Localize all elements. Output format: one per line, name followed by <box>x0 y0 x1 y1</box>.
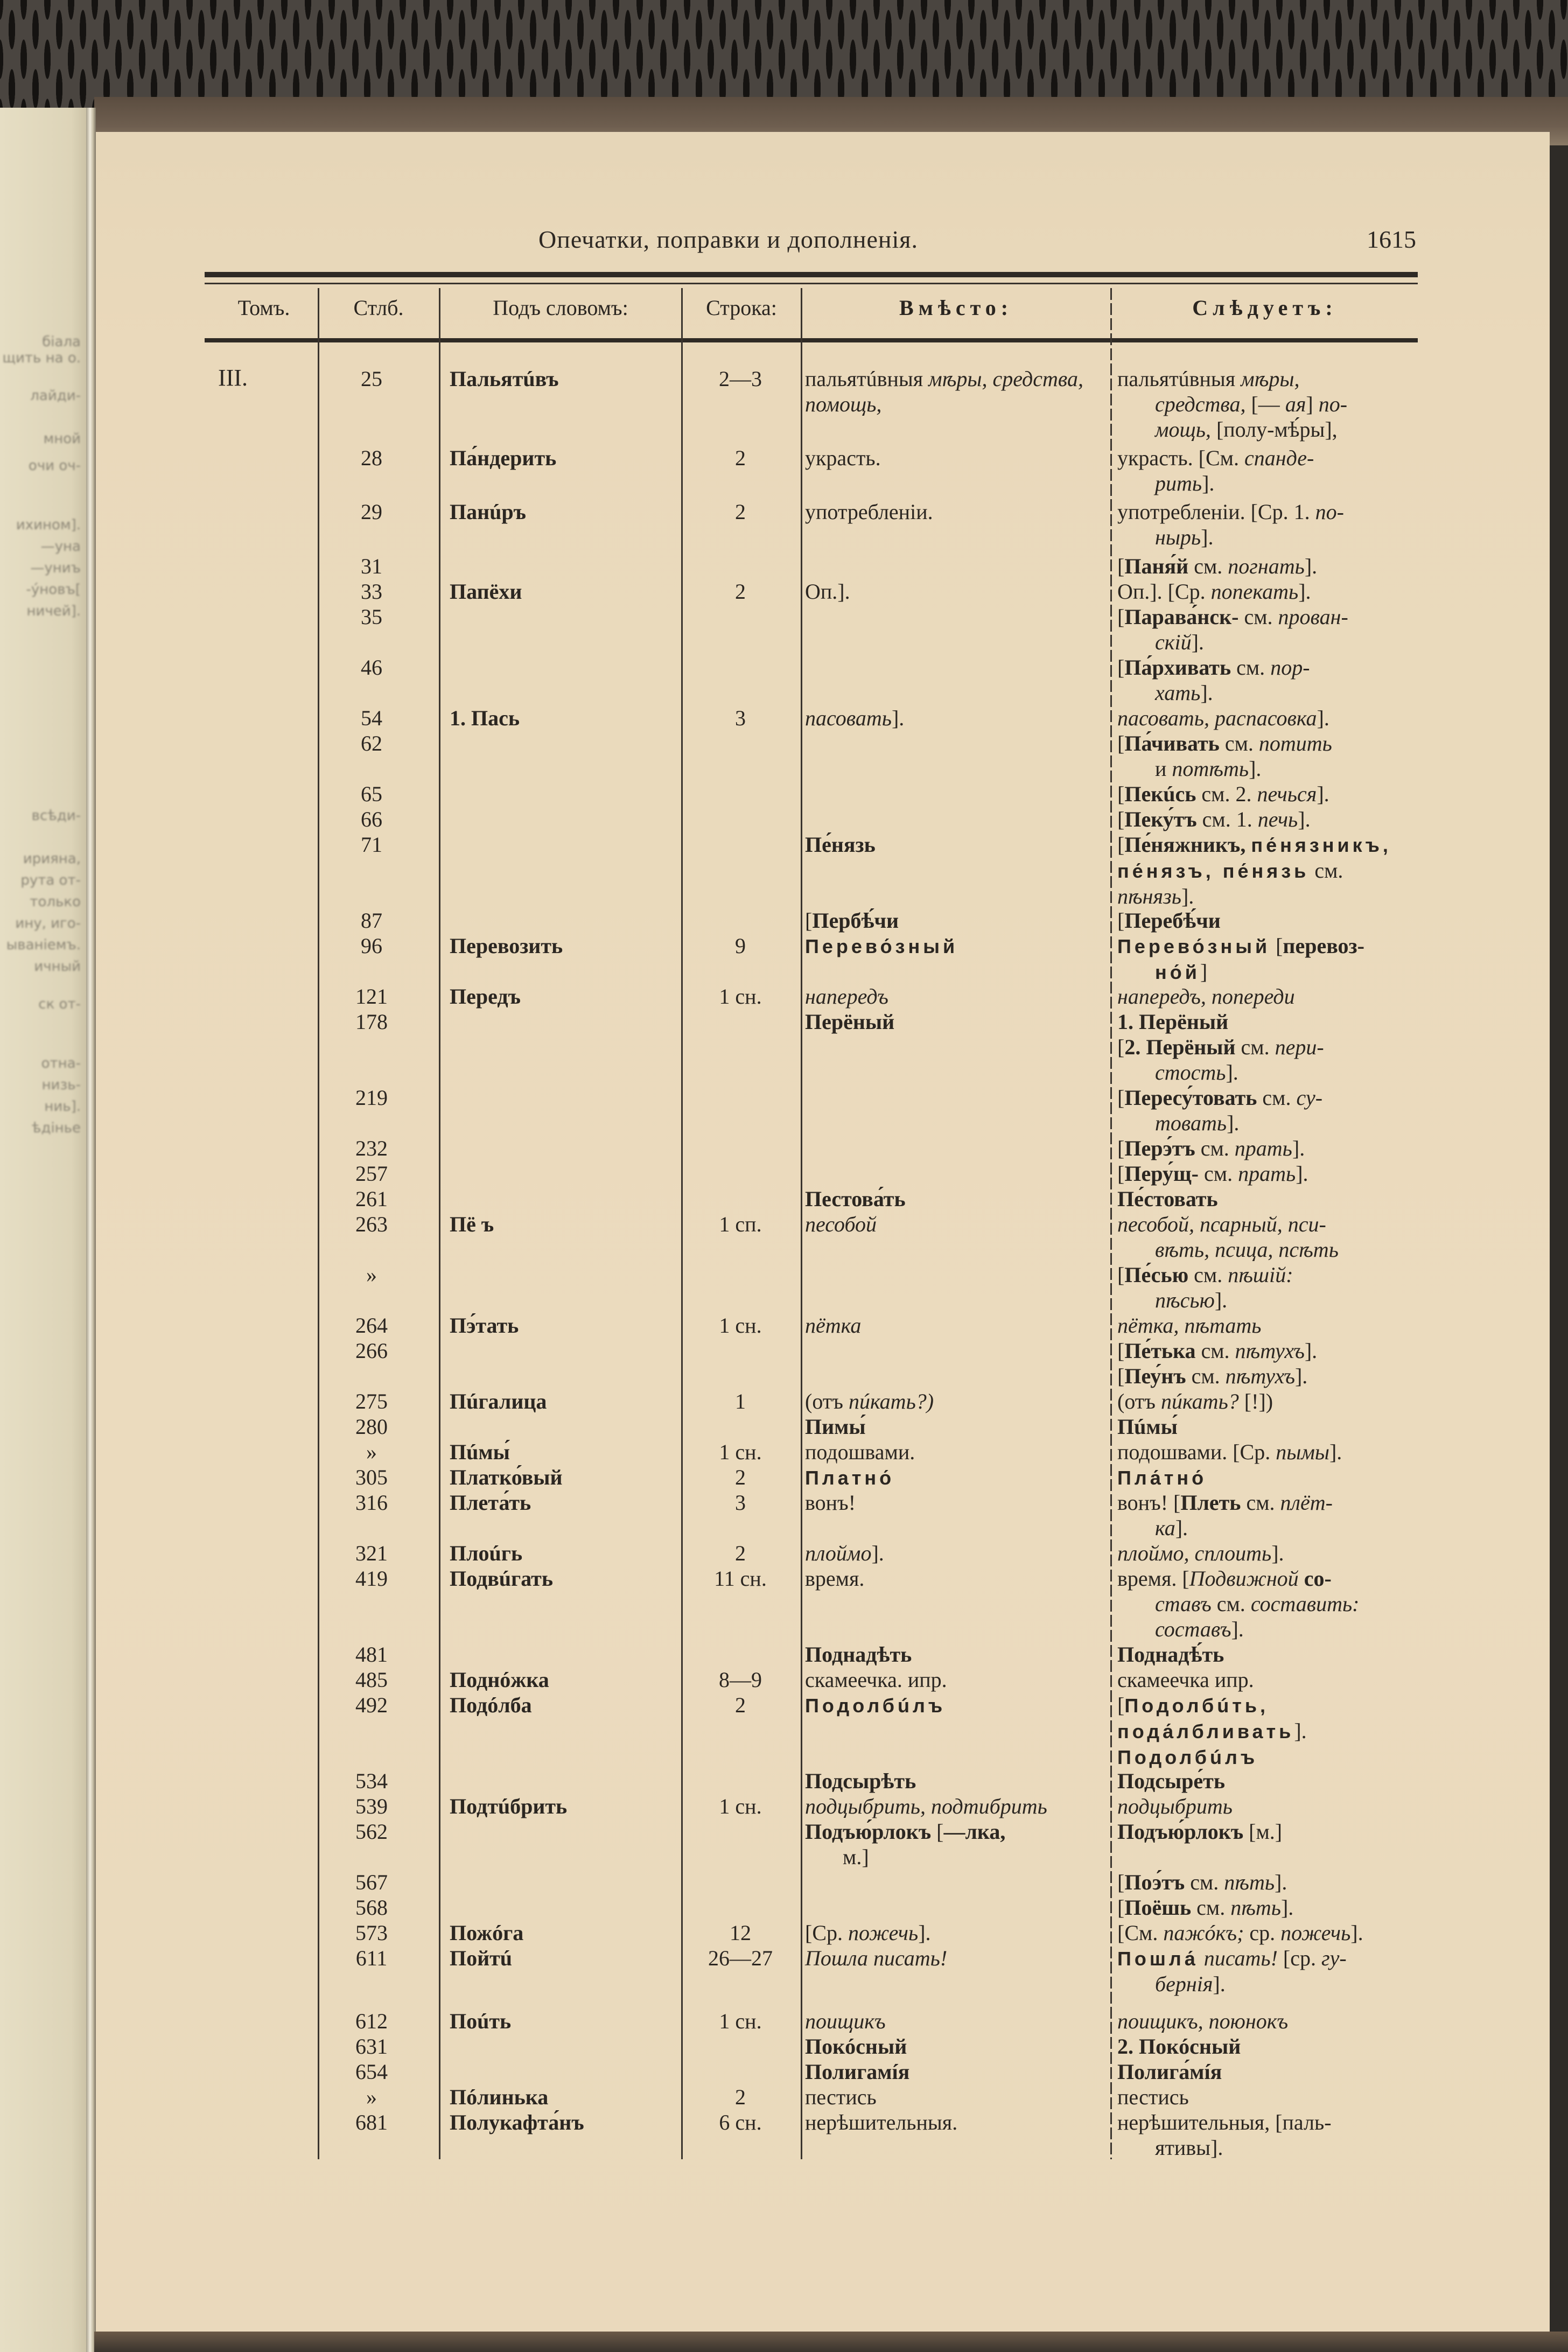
previous-page-text: ину, иго- <box>15 915 81 932</box>
book-bottom-edge <box>94 2332 1568 2352</box>
headword: Полукафта́нъ <box>450 2110 584 2134</box>
header-tom: Томъ. <box>237 296 290 320</box>
column-number: 419 <box>355 1566 388 1591</box>
correction-text: 1. Перёный [2. Перёный см. пери- стость]. <box>1117 1010 1324 1084</box>
instead-text: Пестова́ть <box>805 1187 906 1211</box>
headword: Пё ъ <box>450 1212 494 1236</box>
correction-text: [Па́рхивать см. пор- хать]. <box>1117 655 1310 705</box>
column-number: » <box>366 2085 377 2109</box>
header-bottom-rule <box>205 338 1418 342</box>
correction-text: пасовать, распасовка]. <box>1117 706 1329 730</box>
correction-text: [Поэ́тъ см. пѣть]. <box>1117 1870 1287 1894</box>
instead-text: [Ср. пожечь]. <box>805 1921 931 1945</box>
previous-page-text: мной <box>43 431 81 447</box>
headword: Подтúбрить <box>450 1794 568 1818</box>
correction-text: Подсыре́ть <box>1117 1769 1225 1793</box>
line-number: 2 <box>735 579 746 604</box>
header-column: Стлб. <box>353 296 404 320</box>
line-number: 3 <box>735 706 746 730</box>
line-number: 26—27 <box>708 1946 773 1970</box>
book-spine <box>86 108 96 2352</box>
previous-page-text: ниь]. <box>44 1098 81 1115</box>
line-number: 1 сн. <box>719 984 762 1009</box>
headword: Передъ <box>450 984 521 1009</box>
correction-text: подошвами. [Ср. пымы]. <box>1117 1440 1342 1464</box>
column-number: 263 <box>355 1212 388 1236</box>
previous-page-text: —униъ <box>30 560 81 576</box>
correction-text: [Парава́нск- см. прован- скiй]. <box>1117 605 1348 654</box>
column-number: 35 <box>361 605 382 629</box>
previous-page-text: -у́новъ[ <box>26 582 81 598</box>
headword: Пúгалица <box>450 1389 547 1413</box>
column-number: 261 <box>355 1187 388 1211</box>
column-number: 485 <box>355 1668 388 1692</box>
correction-text: [Пекúсь см. 2. печься]. <box>1117 782 1329 806</box>
line-number: 2 <box>735 1465 746 1489</box>
column-number: 29 <box>361 500 382 524</box>
correction-text: употребленiи. [Ср. 1. по- нырь]. <box>1117 500 1344 549</box>
instead-text: Перёный <box>805 1010 895 1034</box>
column-number: 65 <box>361 782 382 806</box>
column-number: 280 <box>355 1415 388 1439</box>
instead-text: Платно́ <box>805 1467 895 1489</box>
line-number: 2 <box>735 500 746 524</box>
column-number: 568 <box>355 1895 388 1920</box>
line-number: 1 <box>735 1389 746 1413</box>
previous-page-text: рута от- <box>20 872 81 888</box>
correction-text: Пúмы́ <box>1117 1415 1178 1439</box>
instead-text: время. <box>805 1566 865 1591</box>
divider-tom-column <box>318 288 319 2159</box>
line-number: 1 сн. <box>719 2009 762 2033</box>
correction-text: пестись <box>1117 2085 1189 2109</box>
column-number: 46 <box>361 655 382 680</box>
column-number: » <box>366 1263 377 1287</box>
previous-page-text: ѣдiнье <box>32 1120 81 1136</box>
headword: Плета́ть <box>450 1490 531 1515</box>
correction-text: Подъю́рлокъ [м.] <box>1117 1819 1283 1844</box>
page-number: 1615 <box>1367 226 1416 253</box>
column-number: 492 <box>355 1693 388 1717</box>
instead-text: поищикъ <box>805 2009 886 2033</box>
previous-page-text: только <box>30 894 81 910</box>
column-number: 121 <box>355 984 388 1009</box>
column-number: 321 <box>355 1541 388 1565</box>
column-number: 257 <box>355 1161 388 1186</box>
column-number: 178 <box>355 1010 388 1034</box>
previous-page-text: ск от- <box>38 996 81 1012</box>
correction-text: Оп.]. [Ср. попекать]. <box>1117 579 1311 604</box>
correction-text: пётка, пѣтать <box>1117 1313 1262 1338</box>
headword: 1. Пась <box>450 706 520 730</box>
column-number: 25 <box>361 367 382 391</box>
correction-text: [Подолбúть, пода́лбливать]. Подолбúлъ <box>1117 1693 1307 1768</box>
column-number: 631 <box>355 2034 388 2059</box>
instead-text: [Пербѣ́чи <box>805 908 899 933</box>
column-number: 654 <box>355 2060 388 2084</box>
instead-text: Перево́зный <box>805 935 958 957</box>
line-number: 1 сн. <box>719 1313 762 1338</box>
correction-text: скамеечка ипр. <box>1117 1668 1254 1692</box>
correction-text: напередъ, попереди <box>1117 984 1295 1009</box>
instead-text: Пе́нязь <box>805 832 876 857</box>
correction-text: [Пеу́нъ см. пѣтухъ]. <box>1117 1364 1308 1388</box>
correction-text: [Паня́й см. погнать]. <box>1117 554 1318 578</box>
instead-text: украсть. <box>805 446 881 470</box>
header-instead: Вмѣсто: <box>899 296 1013 320</box>
instead-text: пётка <box>805 1313 862 1338</box>
previous-page-text: щить на о. <box>2 350 81 366</box>
column-number: 266 <box>355 1339 388 1363</box>
correction-text: пальятúвныя мѣры, средства, [— ая] по- мощь, [полу-мѣ́ры], <box>1117 367 1348 442</box>
correction-text: [Поёшь см. пѣть]. <box>1117 1895 1294 1920</box>
correction-text: [Перу́щ- см. прать]. <box>1117 1161 1308 1186</box>
column-number: 62 <box>361 731 382 755</box>
correction-text: (отъ пúкать? [!]) <box>1117 1389 1273 1413</box>
correction-text: [См. пажóкъ; ср. пожечь]. <box>1117 1921 1363 1945</box>
previous-page-text: отна- <box>41 1055 81 1072</box>
previous-page-text: ничей]. <box>26 603 81 619</box>
column-number: 305 <box>355 1465 388 1489</box>
column-number: 54 <box>361 706 382 730</box>
previous-page-text: низь- <box>41 1077 81 1093</box>
column-number: 232 <box>355 1136 388 1160</box>
column-number: 275 <box>355 1389 388 1413</box>
instead-text: Пошла писать! <box>805 1946 948 1970</box>
column-number: 681 <box>355 2110 388 2134</box>
column-number: 66 <box>361 807 382 831</box>
headword: Плоúгь <box>450 1541 523 1565</box>
headword: Пойтú <box>450 1946 513 1970</box>
instead-text: пасовать]. <box>805 706 905 730</box>
instead-text: скамеечка. ипр. <box>805 1668 947 1692</box>
correction-text: [Пе́тька см. пѣтухъ]. <box>1117 1339 1318 1363</box>
divider-word-line <box>681 288 683 2159</box>
table-top-thin-rule <box>205 283 1418 284</box>
running-head: Опечатки, поправки и дополненія. <box>538 226 918 253</box>
correction-text: [Пересу́товать см. су- товать]. <box>1117 1086 1323 1135</box>
headword: Пúмы́ <box>450 1440 510 1464</box>
instead-text: Подъю́рлокъ [—лка, м.] <box>805 1819 1006 1869</box>
header-follows: Слѣдуетъ: <box>1192 296 1338 320</box>
headword: Подóлба <box>450 1693 532 1717</box>
instead-text: плоймо]. <box>805 1541 884 1565</box>
headword: Перевозить <box>450 934 563 958</box>
instead-text: Поднадѣть <box>805 1642 912 1667</box>
column-number: 539 <box>355 1794 388 1818</box>
column-number: 28 <box>361 446 382 470</box>
line-number: 6 сн. <box>719 2110 762 2134</box>
previous-page-text: ичный <box>34 958 81 975</box>
previous-page-edge <box>0 108 89 2352</box>
instead-text: вонъ! <box>805 1490 856 1515</box>
previous-page-text: —уна <box>40 538 81 555</box>
instead-text: Полигамíя <box>805 2060 910 2084</box>
instead-text: пальятúвныя мѣры, средства, помощь, <box>805 367 1083 416</box>
correction-text: плоймо, сплоить]. <box>1117 1541 1284 1565</box>
instead-text: употребленiи. <box>805 500 933 524</box>
headword: Папёхи <box>450 579 522 604</box>
instead-text: напередъ <box>805 984 888 1009</box>
correction-text: Пошла́ писать! [ср. гу- бернiя]. <box>1117 1946 1347 1996</box>
column-number: 96 <box>361 934 382 958</box>
previous-page-text: ихином]. <box>16 517 81 533</box>
instead-text: Покóсный <box>805 2034 907 2059</box>
previous-page-text: всѣди- <box>31 808 81 824</box>
correction-text: [Пеку́тъ см. 1. печь]. <box>1117 807 1311 831</box>
line-number: 1 сн. <box>719 1440 762 1464</box>
instead-text: Подолбúлъ <box>805 1695 946 1717</box>
correction-text: украсть. [См. спанде- рить]. <box>1117 446 1314 495</box>
correction-text: 2. Покóсный <box>1117 2034 1241 2059</box>
correction-text: нерѣшительныя, [паль- ятивы]. <box>1117 2110 1332 2160</box>
headword: Пóлинька <box>450 2085 549 2109</box>
column-number: 534 <box>355 1769 388 1793</box>
line-number: 12 <box>730 1921 751 1945</box>
correction-text: Пла́тно́ <box>1117 1467 1207 1489</box>
correction-text: Перево́зный [перевоз- но́й] <box>1117 934 1364 984</box>
instead-text: нерѣшительныя. <box>805 2110 958 2134</box>
headword: Пэ́тать <box>450 1313 519 1338</box>
header-line: Строка: <box>706 296 777 320</box>
instead-text: подошвами. <box>805 1440 915 1464</box>
correction-text: [Перэ́тъ см. прать]. <box>1117 1136 1305 1160</box>
instead-text: подцыбрить, подтибрить <box>805 1794 1047 1818</box>
line-number: 3 <box>735 1490 746 1515</box>
divider-line-instead <box>801 288 802 2159</box>
column-number: 264 <box>355 1313 388 1338</box>
column-number: 481 <box>355 1642 388 1667</box>
line-number: 1 сп. <box>719 1212 762 1236</box>
instead-text: Пимы́ <box>805 1415 866 1439</box>
correction-text: песобой, псарный, пси- вѣть, псица, псѣть <box>1117 1212 1339 1262</box>
column-number: » <box>366 1440 377 1464</box>
column-number: 71 <box>361 832 382 857</box>
previous-page-text: ирияна, <box>23 851 81 867</box>
headword: Платко́вый <box>450 1465 563 1489</box>
line-number: 1 сн. <box>719 1794 762 1818</box>
previous-page-text: очи оч- <box>28 458 81 474</box>
correction-text: Поднадѣ́ть <box>1117 1642 1224 1667</box>
correction-text: [Па́чивать см. потить и потѣть]. <box>1117 731 1332 781</box>
line-number: 2 <box>735 1541 746 1565</box>
volume-number: III. <box>218 365 248 391</box>
column-number: 611 <box>355 1946 388 1970</box>
header-under-word: Подъ словомъ: <box>493 296 628 320</box>
line-number: 2—3 <box>719 367 762 391</box>
column-number: 31 <box>361 554 382 578</box>
column-number: 33 <box>361 579 382 604</box>
headword: Пальятúвъ <box>450 367 559 391</box>
line-number: 2 <box>735 1693 746 1717</box>
correction-text: поищикъ, поюнокъ <box>1117 2009 1289 2033</box>
divider-column-word <box>439 288 440 2159</box>
instead-text: пестись <box>805 2085 877 2109</box>
headword: Подвúгать <box>450 1566 553 1591</box>
correction-text: [Пе́сью см. пѣшiй: пѣсью]. <box>1117 1263 1293 1312</box>
instead-text: Подсырѣть <box>805 1769 916 1793</box>
line-number: 9 <box>735 934 746 958</box>
instead-text: (отъ пúкать?) <box>805 1389 934 1413</box>
previous-page-text: лайди- <box>30 388 81 404</box>
correction-text: время. [Подвижной со- ставъ см. составить: составъ]. <box>1117 1566 1360 1641</box>
correction-text: [Перебѣ́чи <box>1117 908 1221 933</box>
table-top-rule <box>205 272 1418 277</box>
line-number: 11 сн. <box>714 1566 767 1591</box>
previous-page-text: бiала <box>42 334 81 350</box>
correction-text: подцыбрить <box>1117 1794 1233 1818</box>
column-number: 612 <box>355 2009 388 2033</box>
instead-text: Оп.]. <box>805 579 850 604</box>
previous-page-text: ыванiемъ. <box>6 937 81 953</box>
correction-text: [Пе́няжникъ, пе́нязникъ, пе́нязъ, пе́нязь см. пѣнязь]. <box>1117 832 1391 908</box>
headword: Поúть <box>450 2009 512 2033</box>
correction-text: Пе́стовать <box>1117 1187 1218 1211</box>
correction-text: вонъ! [Плеть см. плёт- ка]. <box>1117 1490 1333 1540</box>
column-number: 316 <box>355 1490 388 1515</box>
divider-instead-follows <box>1110 288 1112 2159</box>
column-number: 567 <box>355 1870 388 1894</box>
headword: Поднóжка <box>450 1668 549 1692</box>
line-number: 8—9 <box>719 1668 762 1692</box>
column-number: 562 <box>355 1819 388 1844</box>
column-number: 219 <box>355 1086 388 1110</box>
line-number: 2 <box>735 2085 746 2109</box>
headword: Па́ндерить <box>450 446 557 470</box>
headword: Пожóга <box>450 1921 524 1945</box>
headword: Панúръ <box>450 500 526 524</box>
line-number: 2 <box>735 446 746 470</box>
correction-text: Полига́мíя <box>1117 2060 1222 2084</box>
instead-text: песобой <box>805 1212 877 1236</box>
column-number: 573 <box>355 1921 388 1945</box>
column-number: 87 <box>361 908 382 933</box>
